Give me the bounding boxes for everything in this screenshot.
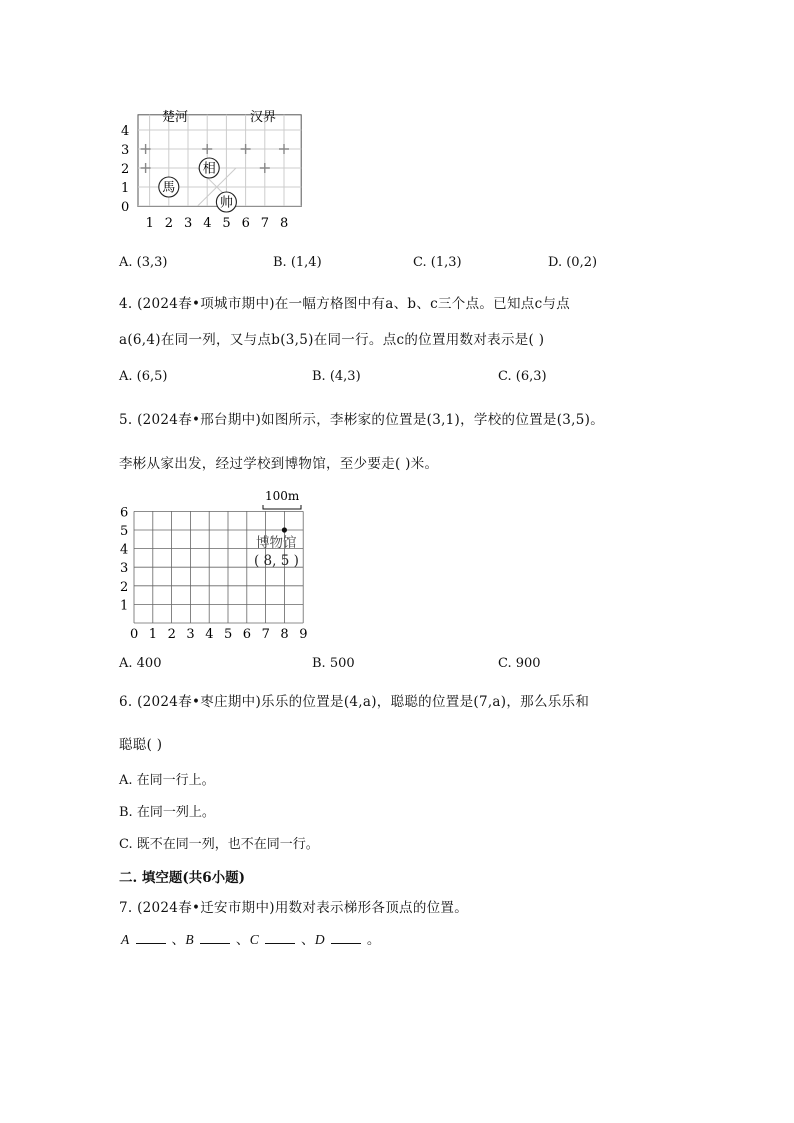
vertex-a-label: A (121, 932, 130, 947)
chess-x-tick: 2 (164, 216, 174, 230)
grid-y-tick: 3 (120, 561, 129, 577)
position-marker (260, 163, 270, 173)
separator-1: 、 (171, 932, 186, 948)
q3-option-c[interactable]: C. (1,3) (413, 255, 462, 270)
chess-x-tick: 7 (260, 216, 270, 230)
chess-x-tick: 5 (222, 216, 231, 230)
chess-piece-char: 相 (202, 161, 216, 177)
separator-3: 、 (301, 932, 315, 948)
grid-y-tick: 4 (120, 542, 129, 558)
position-marker (279, 144, 289, 154)
q6-line2: 聪聪( ) (119, 737, 163, 753)
vertex-a-blank[interactable] (136, 931, 166, 944)
museum-point (282, 527, 287, 532)
chess-x-tick: 8 (280, 216, 289, 230)
grid-x-tick: 2 (167, 627, 176, 642)
chess-pieces (159, 158, 237, 212)
q6-line1: 6. (2024春•枣庄期中)乐乐的位置是(4,a)，聪聪的位置是(7,a)，那么乐乐和 (119, 694, 590, 710)
chess-top-right-label: 汉界 (250, 110, 277, 125)
museum-x-axis (130, 627, 307, 642)
chess-piece-char: 帅 (219, 195, 233, 211)
q6-option-c[interactable]: C. 既不在同一列，也不在同一行。 (119, 837, 319, 852)
chess-y-tick: 3 (121, 143, 130, 158)
section-2-title: 二. 填空题(共6小题) (119, 870, 246, 886)
q4-option-b[interactable]: B. (4,3) (312, 369, 361, 384)
chess-x-tick: 3 (184, 216, 193, 230)
q5-line1: 5. (2024春•邢台期中)如图所示，李彬家的位置是(3,1)，学校的位置是(3,5)。 (119, 412, 605, 428)
position-marker (202, 144, 212, 154)
q4-line1: 4. (2024春•项城市期中)在一幅方格图中有a、b、c三个点。已知点c与点 (119, 296, 571, 312)
grid-x-tick: 8 (280, 627, 289, 642)
chess-y-tick: 2 (121, 162, 130, 177)
q4-option-c[interactable]: C. (6,3) (498, 369, 547, 384)
vertex-c-blank[interactable] (265, 931, 295, 944)
sentence-end: 。 (366, 932, 381, 948)
vertex-b-blank[interactable] (200, 931, 230, 944)
q3-option-a[interactable]: A. (3,3) (119, 255, 168, 270)
q3-option-d[interactable]: D. (0,2) (548, 255, 598, 270)
museum-label: 博物馆 (256, 535, 297, 551)
grid-x-tick: 3 (186, 627, 195, 642)
grid-x-tick: 1 (148, 627, 158, 642)
grid-y-tick: 5 (120, 524, 129, 539)
chess-x-tick: 1 (145, 216, 154, 230)
grid-x-tick: 6 (242, 627, 252, 642)
chess-y-axis (121, 124, 129, 215)
vertex-c-label: C (249, 932, 260, 947)
q5-option-c[interactable]: C. 900 (498, 656, 541, 671)
q4-line2: a(6,4)在同一列，又与点b(3,5)在同一行。点c的位置用数对表示是( ) (119, 332, 545, 348)
chess-x-tick: 6 (241, 216, 250, 230)
q5-option-a[interactable]: A. 400 (119, 656, 162, 671)
q5-option-b[interactable]: B. 500 (312, 656, 355, 671)
chess-y-tick: 0 (121, 200, 130, 215)
chess-y-tick: 1 (121, 181, 130, 196)
chess-y-tick: 4 (121, 124, 130, 139)
chess-board-figure (112, 104, 302, 230)
chess-top-left-label: 楚河 (162, 110, 189, 125)
grid-x-tick: 7 (261, 627, 270, 642)
grid-x-tick: 4 (205, 627, 214, 642)
separator-2: 、 (235, 932, 250, 948)
museum-grid-figure (112, 484, 312, 644)
chess-x-axis (146, 216, 289, 230)
grid-x-tick: 0 (130, 627, 139, 642)
grid-y-tick: 2 (120, 579, 129, 595)
q6-option-a[interactable]: A. 在同一行上。 (119, 773, 215, 788)
grid-x-tick: 5 (224, 627, 233, 642)
museum-coord: ( 8, 5 ) (254, 553, 299, 569)
position-marker (241, 144, 251, 154)
chess-x-tick: 4 (203, 216, 212, 230)
q7-answer-blanks (121, 928, 381, 948)
grid-y-tick: 1 (120, 598, 129, 614)
vertex-b-label: B (185, 932, 194, 947)
q5-line2: 李彬从家出发，经过学校到博物馆，至少要走( )米。 (119, 456, 439, 472)
scale-bracket (263, 505, 301, 509)
q6-option-b[interactable]: B. 在同一列上。 (119, 805, 215, 820)
q4-option-a[interactable]: A. (6,5) (119, 369, 168, 384)
chess-piece-char: 馬 (162, 180, 176, 196)
vertex-d-label: D (314, 932, 325, 947)
q3-option-b[interactable]: B. (1,4) (273, 255, 322, 270)
grid-x-tick: 9 (299, 627, 308, 642)
vertex-d-blank[interactable] (331, 931, 361, 944)
q7-line1: 7. (2024春•迁安市期中)用数对表示梯形各顶点的位置。 (119, 900, 469, 916)
scale-bar (263, 489, 301, 509)
grid-y-tick: 6 (120, 505, 129, 521)
scale-label: 100m (265, 489, 300, 503)
museum-y-axis (120, 505, 128, 613)
